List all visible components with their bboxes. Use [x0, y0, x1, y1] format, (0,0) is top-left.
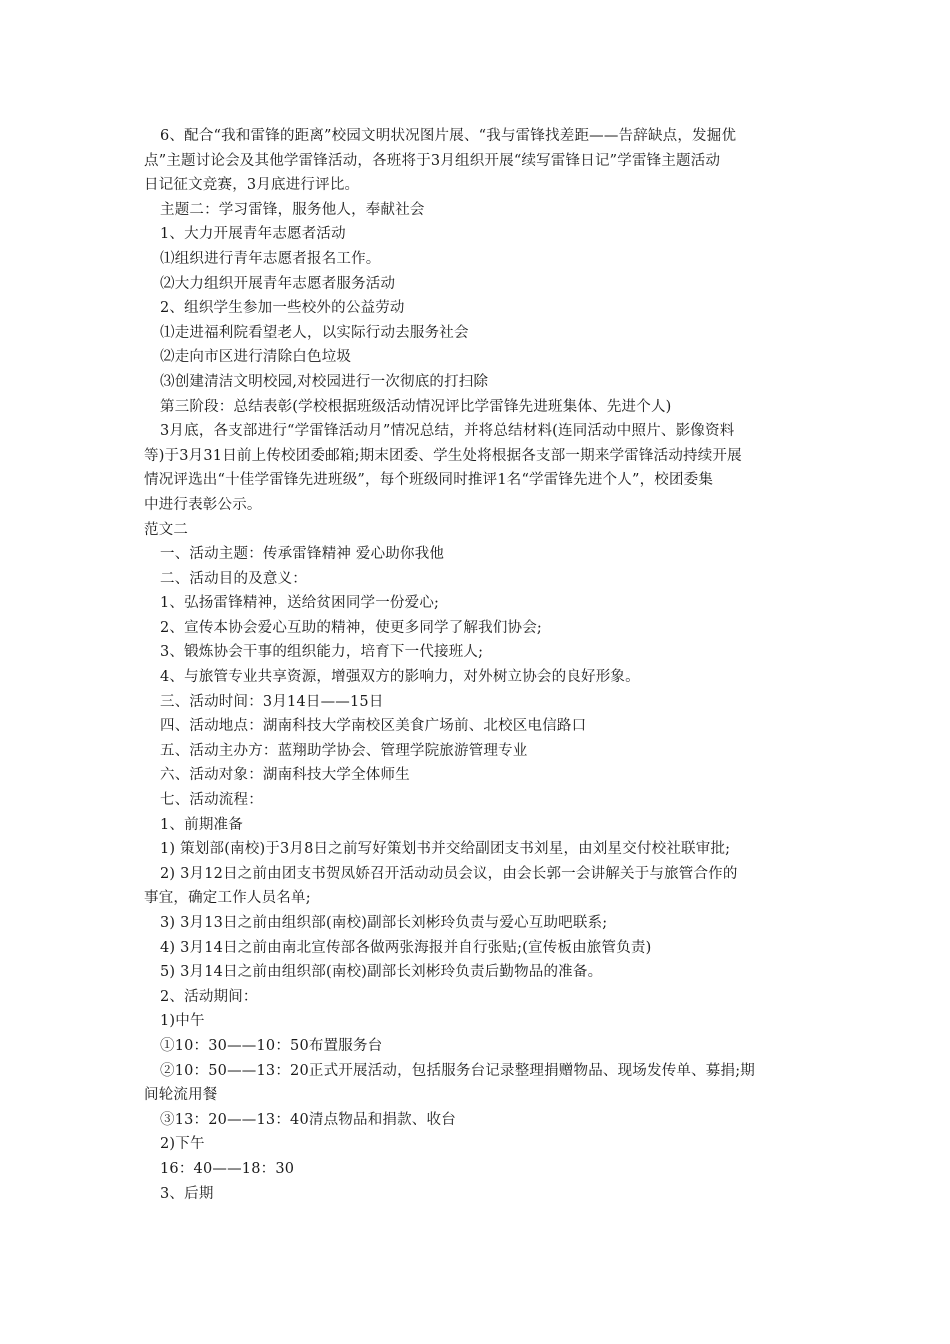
- theme-two-heading: 主题二：学习雷锋，服务他人，奉献社会: [160, 201, 425, 218]
- list-item: 五、活动主办方：蓝翔助学协会、管理学院旅游管理专业: [160, 742, 528, 759]
- list-item: 4、与旅管专业共享资源，增强双方的影响力，对外树立协会的良好形象。: [160, 669, 640, 686]
- list-item: 3) 3月13日之前由组织部(南校)副部长刘彬玲负责与爱心互助吧联系;: [160, 915, 608, 931]
- list-item: ⑴组织进行青年志愿者报名工作。: [160, 250, 381, 267]
- paragraph-step-2: [144, 862, 812, 911]
- paragraph-summary: [144, 419, 812, 517]
- list-item: 1)中午: [160, 1013, 205, 1030]
- list-item: 1、大力开展青年志愿者活动: [160, 226, 346, 243]
- list-item: ③13：20——13：40清点物品和捐款、收台: [160, 1111, 456, 1128]
- list-item: 5) 3月14日之前由组织部(南校)副部长刘彬玲负责后勤物品的准备。: [160, 964, 603, 981]
- text-line: 3月底，各支部进行“学雷锋活动月”情况总结，并将总结材料(连同活动中照片、影像资料: [160, 423, 735, 440]
- list-item: 4) 3月14日之前由南北宣传部各做两张海报并自行张贴;(宣传板由旅管负责): [160, 939, 652, 956]
- text-line: 日记征文竞赛，3月底进行评比。: [144, 177, 360, 194]
- text-line: 事宜，确定工作人员名单;: [144, 890, 311, 907]
- text-line: 等)于3月31日前上传校团委邮箱;期末团委、学生处将根据各支部一期来学雷锋活动持续开展: [144, 447, 742, 464]
- list-item: 2、活动期间：: [160, 988, 258, 1005]
- section-heading-sample-two: 范文二: [144, 521, 189, 538]
- text-line: 6、配合“我和雷锋的距离”校园文明状况图片展、“我与雷锋找差距——告辞缺点，发掘优: [160, 128, 737, 144]
- list-item: 3、锻炼协会干事的组织能力，培育下一代接班人;: [160, 644, 484, 661]
- list-item: 2)下午: [160, 1136, 205, 1153]
- text-line: 点”主题讨论会及其他学雷锋活动，各班将于3月组织开展“续写雷锋日记”学雷锋主题活动: [144, 152, 721, 169]
- text-line: 2) 3月12日之前由团支书贺凤娇召开活动动员会议，由会长郭一会讲解关于与旅管合作的: [160, 865, 738, 882]
- text-line: ②10：50——13：20正式开展活动，包括服务台记录整理捐赠物品、现场发传单、募捐;期: [160, 1062, 755, 1079]
- list-item: ⑴走进福利院看望老人，以实际行动去服务社会: [160, 324, 469, 341]
- document-page: [144, 124, 812, 1206]
- list-item: 16：40——18：30: [160, 1160, 295, 1177]
- text-line: 间轮流用餐: [144, 1087, 218, 1104]
- list-item: ⑵走向市区进行清除白色垃圾: [160, 349, 352, 366]
- paragraph-1: [144, 124, 812, 198]
- paragraph-noon-step-2: [144, 1059, 812, 1108]
- list-item: 一、活动主题：传承雷锋精神 爱心助你我他: [160, 546, 445, 563]
- text-line: 中进行表彰公示。: [144, 496, 262, 513]
- stage-three-heading: 第三阶段：总结表彰(学校根据班级活动情况评比学雷锋先进班集体、先进个人): [160, 398, 672, 415]
- list-item: 1、前期准备: [160, 816, 243, 833]
- list-item: 三、活动时间：3月14日——15日: [160, 693, 384, 710]
- list-item: 1、弘扬雷锋精神，送给贫困同学一份爱心;: [160, 595, 440, 612]
- list-item: ①10：30——10：50布置服务台: [160, 1037, 383, 1054]
- list-item: 1) 策划部(南校)于3月8日之前写好策划书并交给副团支书刘星，由刘星交付校社联审批;: [160, 841, 731, 858]
- list-item: ⑶创建清洁文明校园,对校园进行一次彻底的打扫除: [160, 373, 489, 390]
- list-item: 2、组织学生参加一些校外的公益劳动: [160, 300, 405, 317]
- list-item: 七、活动流程：: [160, 792, 263, 809]
- text-line: 情况评选出“十佳学雷锋先进班级”，每个班级同时推评1名“学雷锋先进个人”，校团委集: [144, 472, 714, 489]
- list-item: ⑵大力组织开展青年志愿者服务活动: [160, 275, 396, 292]
- list-item: 2、宣传本协会爱心互助的精神，使更多同学了解我们协会;: [160, 619, 543, 636]
- list-item: 二、活动目的及意义：: [160, 570, 307, 587]
- list-item: 3、后期: [160, 1185, 214, 1202]
- list-item: 六、活动对象：湖南科技大学全体师生: [160, 767, 410, 784]
- list-item: 四、活动地点：湖南科技大学南校区美食广场前、北校区电信路口: [160, 718, 587, 735]
